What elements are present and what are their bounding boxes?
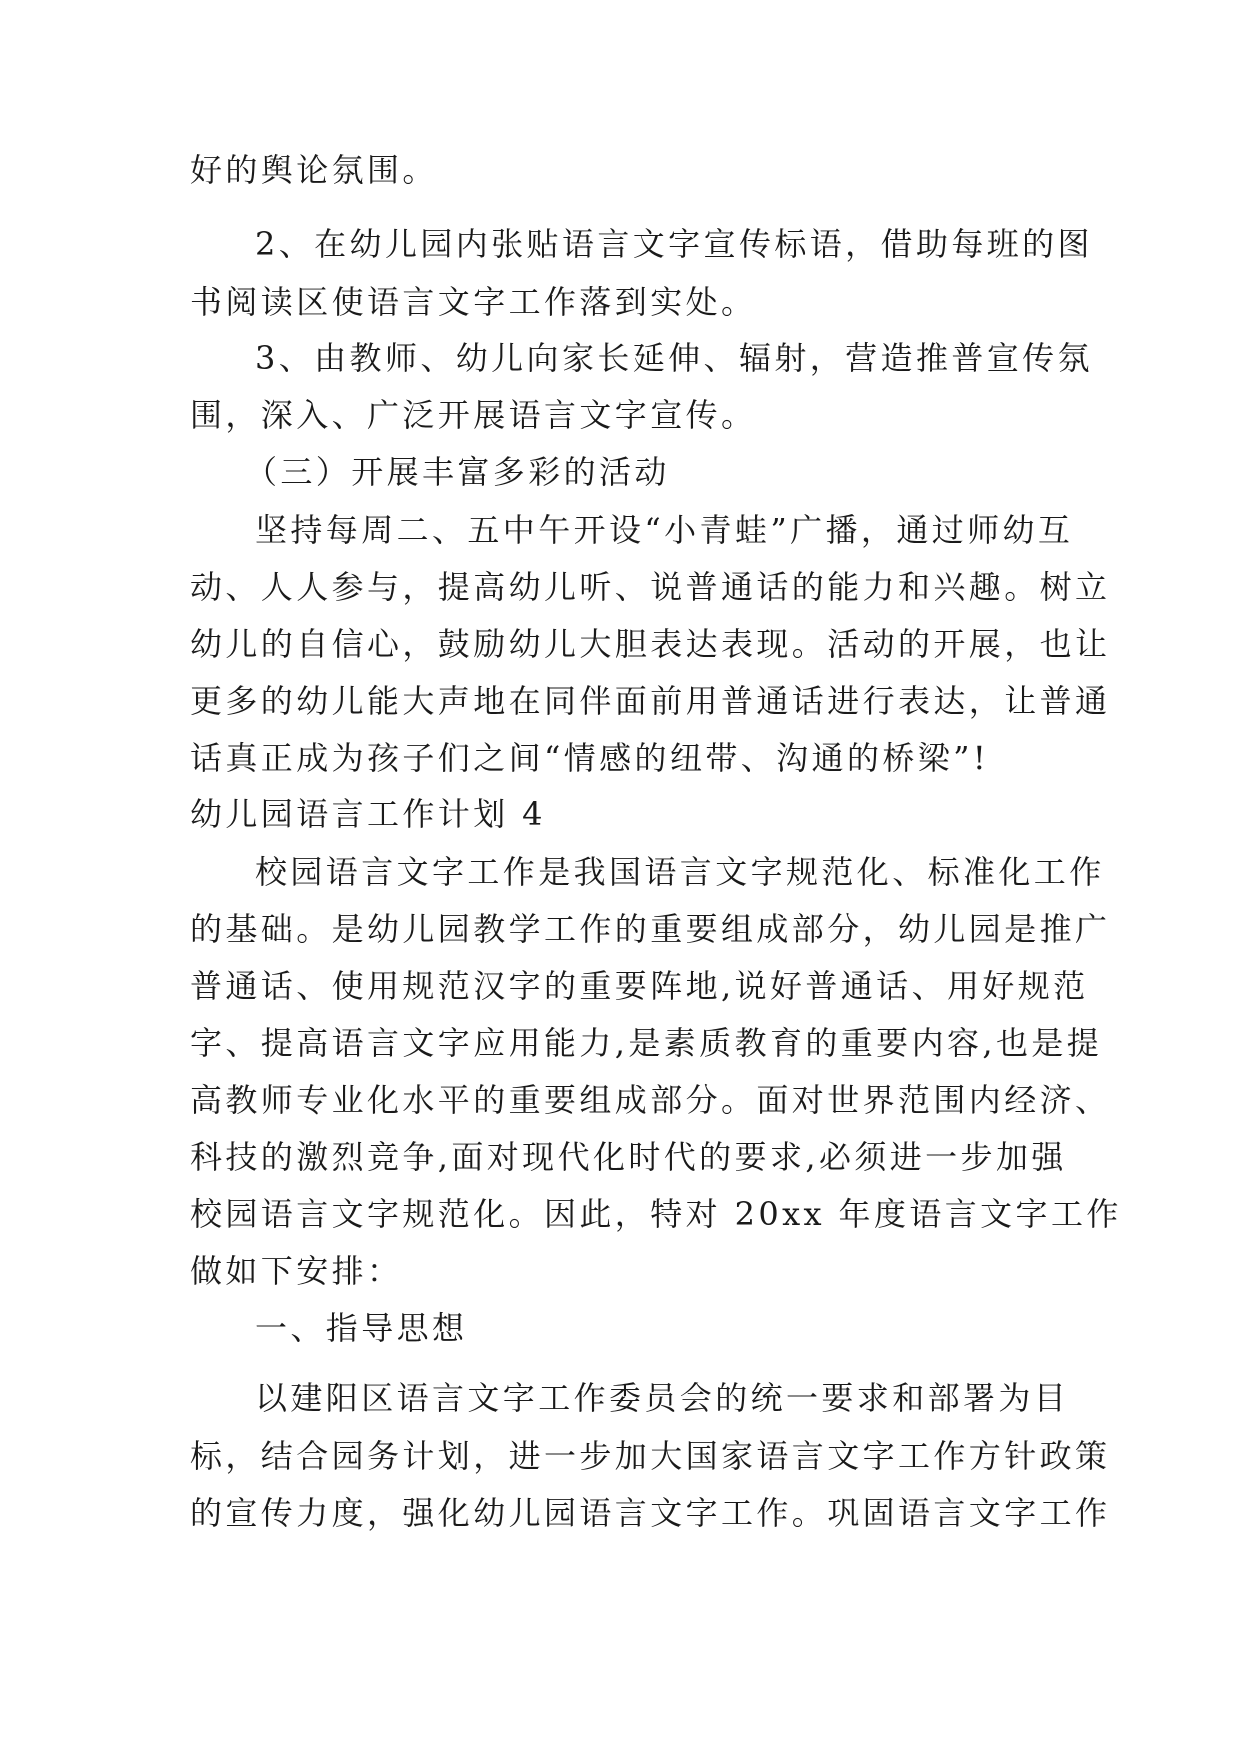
section-heading: （三）开展丰富多彩的活动 <box>245 453 670 491</box>
text-line: 普通话、使用规范汉字的重要阵地,说好普通话、用好规范 <box>190 967 1089 1005</box>
document-title: 幼儿园语言工作计划 4 <box>190 795 546 833</box>
text-line: 3、由教师、幼儿向家长延伸、辐射，营造推普宣传氛 <box>255 339 1093 377</box>
text-line: 话真正成为孩子们之间“情感的纽带、沟通的桥梁”! <box>190 739 990 777</box>
text-line: 更多的幼儿能大声地在同伴面前用普通话进行表达，让普通 <box>190 682 1111 720</box>
section-heading: 一、指导思想 <box>255 1309 468 1347</box>
text-line: 2、在幼儿园内张贴语言文字宣传标语，借助每班的图 <box>255 225 1093 263</box>
text-line: 坚持每周二、五中午开设“小青蛙”广播，通过师幼互 <box>255 511 1074 549</box>
text-line: 好的舆论氛围。 <box>190 151 438 189</box>
text-line: 动、人人参与，提高幼儿听、说普通话的能力和兴趣。树立 <box>190 568 1111 606</box>
text-line: 围，深入、广泛开展语言文字宣传。 <box>190 396 757 434</box>
text-line: 科技的激烈竞争,面对现代化时代的要求,必须进一步加强 <box>190 1138 1067 1176</box>
text-line: 幼儿的自信心，鼓励幼儿大胆表达表现。活动的开展，也让 <box>190 625 1111 663</box>
text-line: 标，结合园务计划，进一步加大国家语言文字工作方针政策 <box>190 1437 1111 1475</box>
text-line: 做如下安排： <box>190 1252 403 1290</box>
text-line: 字、提高语言文字应用能力,是素质教育的重要内容,也是提 <box>190 1024 1103 1062</box>
text-line: 以建阳区语言文字工作委员会的统一要求和部署为目 <box>255 1379 1070 1417</box>
text-line: 高教师专业化水平的重要组成部分。面对世界范围内经济、 <box>190 1081 1111 1119</box>
text-line: 书阅读区使语言文字工作落到实处。 <box>190 283 757 321</box>
text-line: 校园语言文字规范化。因此，特对 20xx 年度语言文字工作 <box>190 1195 1122 1233</box>
text-line: 的基础。是幼儿园教学工作的重要组成部分，幼儿园是推广 <box>190 910 1111 948</box>
text-line: 的宣传力度，强化幼儿园语言文字工作。巩固语言文字工作 <box>190 1494 1111 1532</box>
text-line: 校园语言文字工作是我国语言文字规范化、标准化工作 <box>255 853 1105 891</box>
